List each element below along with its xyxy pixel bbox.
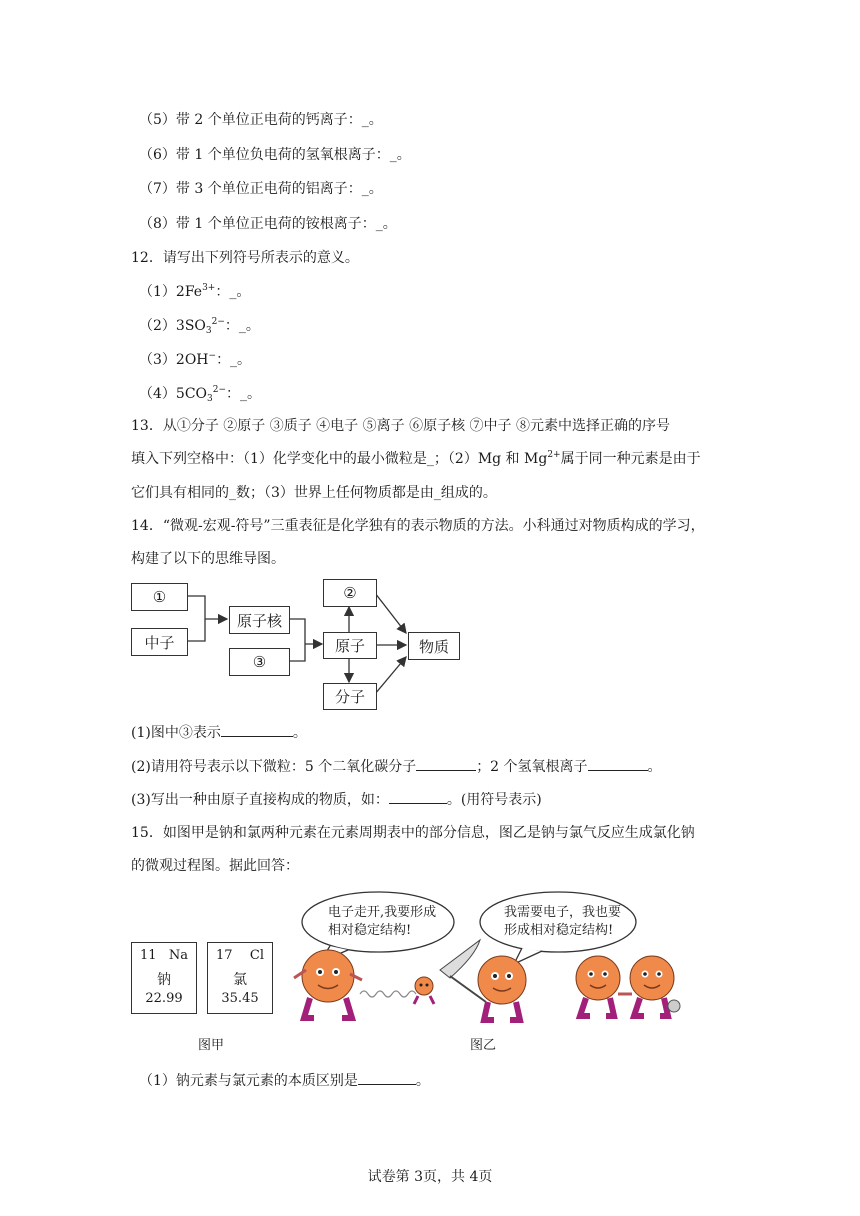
spring-icon (360, 991, 416, 997)
q12-item-4: $(4)5CO_3^{2-}$：_。 (139, 385, 262, 404)
chloride-ion-character (618, 956, 680, 1016)
node-molecule: 分子 (323, 683, 377, 710)
electron-character (414, 977, 434, 1004)
sodium-ion-character (576, 956, 620, 1016)
chlorine-atom-character (478, 956, 526, 1020)
q11-item-5: （5）带 2 个单位正电荷的钙离子：_。 (139, 112, 383, 128)
q13-line-2: 填入下列空格中：（1）化学变化中的最小微粒是_；（2）Mg 和 $Mg^{2+}$属于同一种元素是由于 (131, 450, 701, 467)
q15-line-2: 的微观过程图。据此回答： (131, 858, 299, 874)
node-3: ③ (229, 648, 290, 676)
node-nucleus: 原子核 (229, 606, 290, 634)
q14-line-1: 14．“微观-宏观-符号”三重表征是化学独有的表示物质的方法。小科通过对物质构成的学习， (131, 518, 705, 534)
caption-figure-yi: 图乙 (470, 1038, 497, 1053)
q15-line-1: 15．如图甲是钠和氯两种元素在元素周期表中的部分信息，图乙是钠与氯气反应生成氯化钠 (131, 825, 695, 841)
q12-stem: 12．请写出下列符号所表示的意义。 (131, 250, 359, 266)
q13-line-3: 它们具有相同的_数；（3）世界上任何物质都是由_组成的。 (131, 485, 497, 501)
q15-sub-1: （1）钠元素与氯元素的本质区别是 。 (139, 1070, 430, 1091)
node-1: ① (131, 583, 188, 611)
q11-item-7: （7）带 3 个单位正电荷的铝离子：_。 (139, 181, 383, 197)
speech-bubble-2-text: 我需要电子，我也要 形成相对稳定结构! (504, 905, 622, 938)
element-tile-sodium: 11 Na 钠 22.99 (131, 942, 197, 1014)
q14-sub-3: (3)写出一种由原子直接构成的物质，如： 。(用符号表示) (131, 789, 542, 810)
caption-figure-jia: 图甲 (198, 1038, 225, 1053)
q12-item-3: （3）2OH−：_。 (139, 351, 252, 368)
q14-sub-2: (2)请用符号表示以下微粒：5 个二氧化碳分子 ；2 个氢氧根离子 。 (131, 756, 662, 777)
node-neutron: 中子 (131, 628, 188, 656)
q14-sub-1: (1)图中③表示 。 (131, 722, 307, 743)
q11-item-6: （6）带 1 个单位负电荷的氢氧根离子：_。 (139, 147, 411, 163)
net-icon (440, 940, 486, 1002)
node-atom: 原子 (323, 632, 377, 659)
q13-line-1: 13．从①分子 ②原子 ③质子 ④电子 ⑤离子 ⑥原子核 ⑦中子 ⑧元素中选择正确的序号 (131, 418, 670, 434)
q12-item-2: $(2)3SO_3^{2-}$：_。 (139, 317, 260, 336)
q12-item-1: $(1)2Fe^{3+}$：_。 (139, 283, 251, 300)
node-matter: 物质 (408, 632, 460, 660)
speech-bubble-1-text: 电子走开,我要形成 相对稳定结构! (328, 905, 437, 938)
page-footer: 试卷第 3页，共 4页 (367, 1169, 493, 1185)
element-tile-chlorine: 17 Cl 氯 35.45 (207, 942, 273, 1014)
sodium-atom-character (294, 950, 362, 1018)
q11-item-8: （8）带 1 个单位正电荷的铵根离子：_。 (139, 216, 397, 232)
node-2: ② (323, 579, 377, 607)
q14-line-2: 构建了以下的思维导图。 (131, 551, 285, 567)
